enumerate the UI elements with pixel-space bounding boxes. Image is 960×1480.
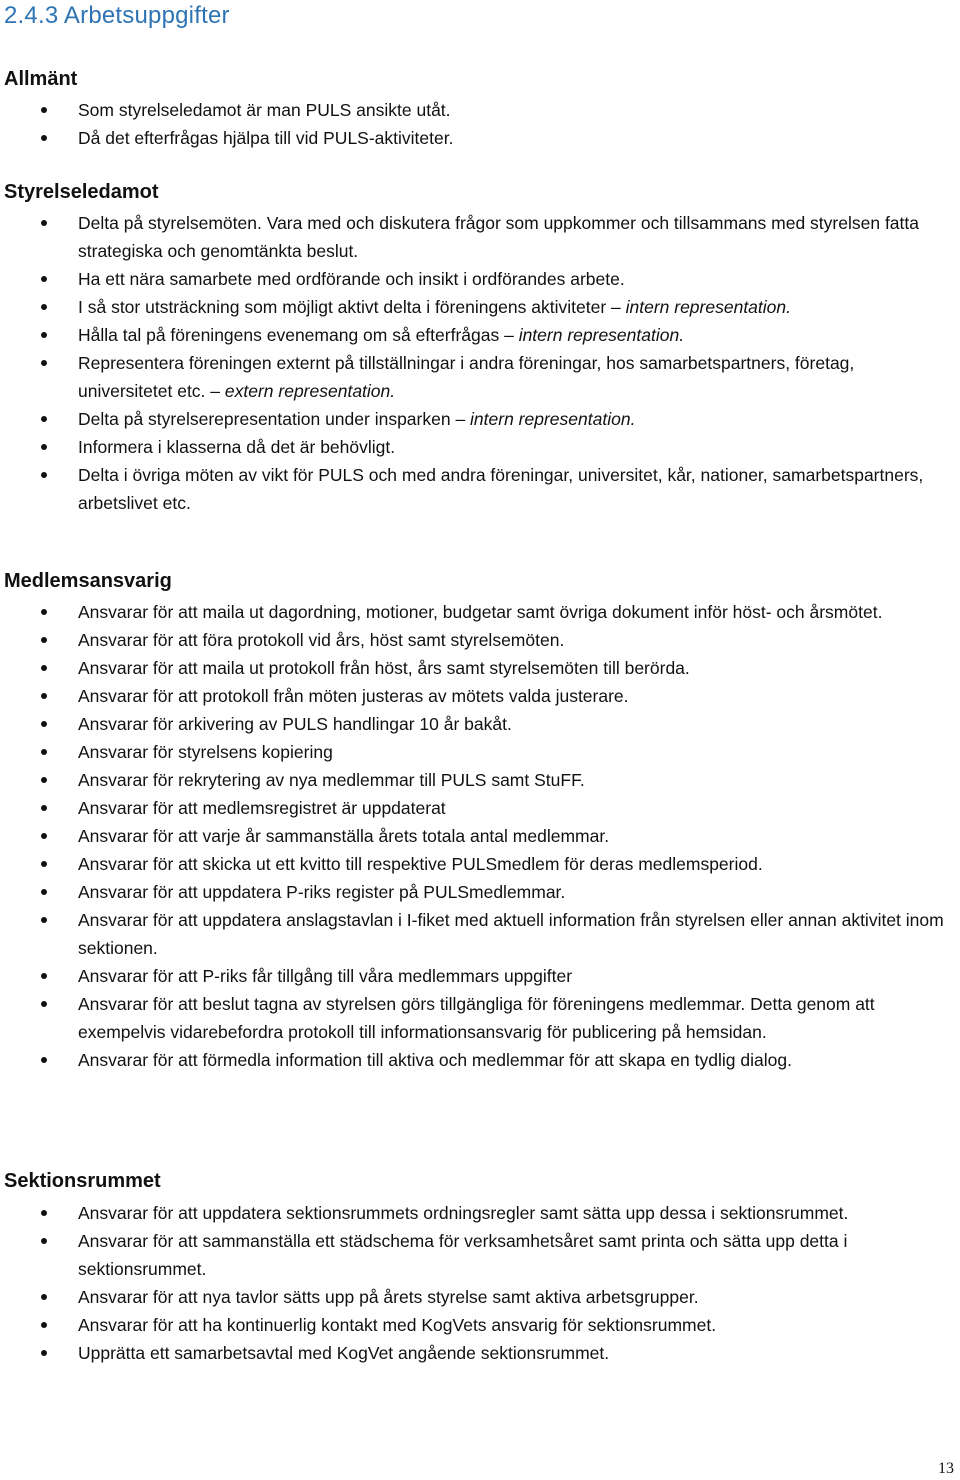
list-item: Ansvarar för att uppdatera anslagstavlan i I-fiket med aktuell information från styrelsen eller annan aktivitet inom sektionen.	[0, 906, 960, 962]
bullet-icon	[41, 917, 47, 923]
list-styrelseledamot	[0, 209, 960, 517]
section-title-allmant: Allmänt	[4, 68, 78, 90]
list-item: Ansvarar för att medlemsregistret är uppdaterat	[0, 794, 960, 822]
bullet-icon	[41, 1294, 47, 1300]
list-item: Ansvarar för att förmedla information till aktiva och medlemmar för att skapa en tydlig dialog.	[0, 1046, 960, 1074]
bullet-icon	[41, 833, 47, 839]
bullet-icon	[41, 665, 47, 671]
list-item: Då det efterfrågas hjälpa till vid PULS-aktiviteter.	[0, 124, 960, 152]
bullet-icon	[41, 693, 47, 699]
list-sektionsrummet	[0, 1199, 960, 1367]
bullet-icon	[41, 332, 47, 338]
page-heading: 2.4.3 Arbetsuppgifter	[4, 2, 230, 29]
list-item: Ansvarar för att sammanställa ett städschema för verksamhetsåret samt printa och sätta upp detta i sektionsrummet.	[0, 1227, 960, 1283]
list-item: Ansvarar för att uppdatera P-riks register på PULSmedlemmar.	[0, 878, 960, 906]
list-item: Ansvarar för att protokoll från möten justeras av mötets valda justerare.	[0, 682, 960, 710]
bullet-icon	[41, 749, 47, 755]
bullet-icon	[41, 472, 47, 478]
bullet-icon	[41, 973, 47, 979]
list-item: Ansvarar för att maila ut protokoll från höst, års samt styrelsemöten till berörda.	[0, 654, 960, 682]
list-medlemsansvarig	[0, 598, 960, 1074]
list-item: Ansvarar för att beslut tagna av styrelsen görs tillgängliga för föreningens medlemmar. Detta genom att exempelvis vidarebefordra protokoll till informationsansvarig för publicering på hemsidan.	[0, 990, 960, 1046]
bullet-icon	[41, 360, 47, 366]
page-number: 13	[938, 1460, 954, 1477]
list-item: Ansvarar för rekrytering av nya medlemmar till PULS samt StuFF.	[0, 766, 960, 794]
section-title-sektionsrummet: Sektionsrummet	[4, 1170, 161, 1192]
list-item: Ansvarar för att uppdatera sektionsrummets ordningsregler samt sätta upp dessa i sektionsrummet.	[0, 1199, 960, 1227]
list-item: Ansvarar för att föra protokoll vid års, höst samt styrelsemöten.	[0, 626, 960, 654]
bullet-icon	[41, 416, 47, 422]
list-item: Ansvarar för att ha kontinuerlig kontakt med KogVets ansvarig för sektionsrummet.	[0, 1311, 960, 1339]
bullet-icon	[41, 220, 47, 226]
bullet-icon	[41, 1057, 47, 1063]
bullet-icon	[41, 777, 47, 783]
list-item: Ansvarar för att nya tavlor sätts upp på årets styrelse samt aktiva arbetsgrupper.	[0, 1283, 960, 1311]
list-item: Delta i övriga möten av vikt för PULS och med andra föreningar, universitet, kår, nationer, samarbetspartners, arbetslivet etc.	[0, 461, 960, 517]
bullet-icon	[41, 276, 47, 282]
list-item: I så stor utsträckning som möjligt aktivt delta i föreningens aktiviteter – intern representation.	[0, 293, 960, 321]
list-item: Representera föreningen externt på tillställningar i andra föreningar, hos samarbetspartners, företag, universitetet etc. – extern representation.	[0, 349, 960, 405]
bullet-icon	[41, 805, 47, 811]
list-item: Informera i klasserna då det är behövligt.	[0, 433, 960, 461]
list-item: Ansvarar för att maila ut dagordning, motioner, budgetar samt övriga dokument inför höst- och årsmötet.	[0, 598, 960, 626]
list-item: Ansvarar för att varje år sammanställa årets totala antal medlemmar.	[0, 822, 960, 850]
bullet-icon	[41, 861, 47, 867]
bullet-icon	[41, 444, 47, 450]
section-title-styrelseledamot: Styrelseledamot	[4, 181, 159, 203]
bullet-icon	[41, 1322, 47, 1328]
bullet-icon	[41, 107, 47, 113]
list-item: Upprätta ett samarbetsavtal med KogVet angående sektionsrummet.	[0, 1339, 960, 1367]
list-item: Delta på styrelserepresentation under insparken – intern representation.	[0, 405, 960, 433]
bullet-icon	[41, 721, 47, 727]
list-item: Ansvarar för att P-riks får tillgång till våra medlemmars uppgifter	[0, 962, 960, 990]
bullet-icon	[41, 135, 47, 141]
bullet-icon	[41, 1350, 47, 1356]
list-item: Ansvarar för styrelsens kopiering	[0, 738, 960, 766]
list-allmant	[0, 96, 960, 152]
bullet-icon	[41, 1210, 47, 1216]
bullet-icon	[41, 889, 47, 895]
list-item: Hålla tal på föreningens evenemang om så efterfrågas – intern representation.	[0, 321, 960, 349]
section-title-medlemsansvarig: Medlemsansvarig	[4, 570, 172, 592]
bullet-icon	[41, 637, 47, 643]
list-item: Delta på styrelsemöten. Vara med och diskutera frågor som uppkommer och tillsammans med styrelsen fatta strategiska och genomtänkta beslut.	[0, 209, 960, 265]
list-item: Ha ett nära samarbete med ordförande och insikt i ordförandes arbete.	[0, 265, 960, 293]
bullet-icon	[41, 609, 47, 615]
list-item: Ansvarar för arkivering av PULS handlingar 10 år bakåt.	[0, 710, 960, 738]
bullet-icon	[41, 1001, 47, 1007]
bullet-icon	[41, 304, 47, 310]
bullet-icon	[41, 1238, 47, 1244]
list-item: Ansvarar för att skicka ut ett kvitto till respektive PULSmedlem för deras medlemsperiod.	[0, 850, 960, 878]
list-item: Som styrelseledamot är man PULS ansikte utåt.	[0, 96, 960, 124]
